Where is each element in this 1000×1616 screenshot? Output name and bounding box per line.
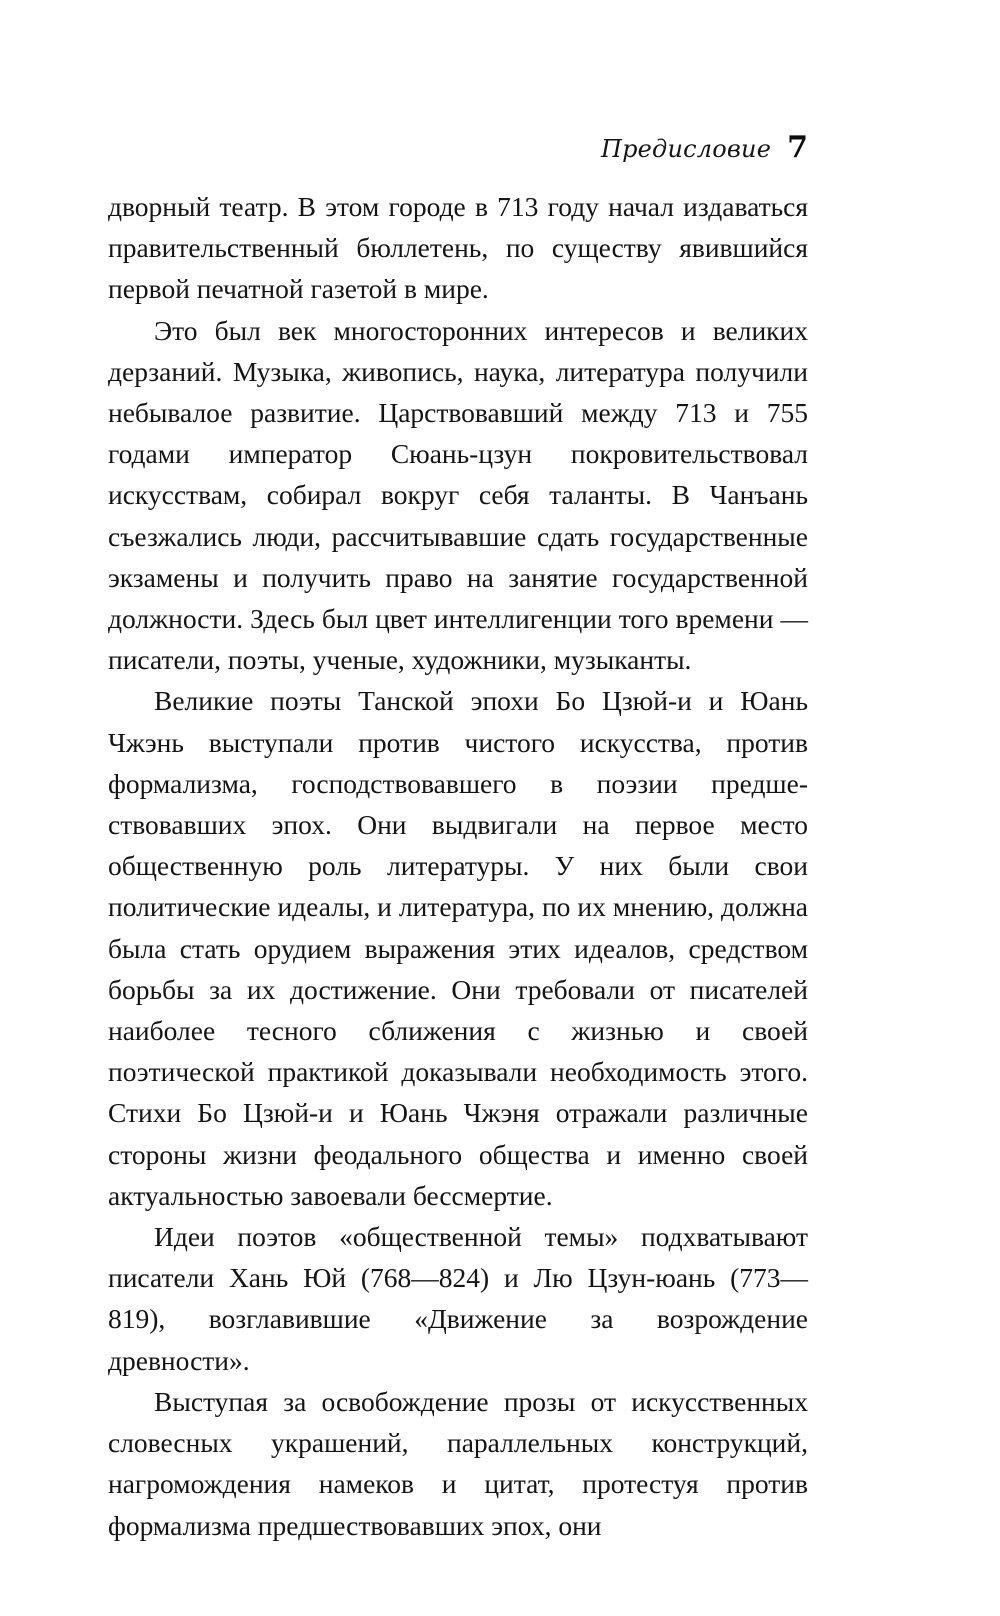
paragraph: Идеи поэтов «общественной темы» подхватывают писатели Хань Юй (768—824) и Лю Цзун-юань (773—819), возглавившие «Движение за возрождение древности».: [108, 1221, 808, 1376]
page-number: 7: [787, 130, 808, 165]
running-head-title: Предисловие: [600, 135, 772, 163]
body-text: [108, 186, 808, 1546]
running-head: [601, 130, 808, 165]
paragraph: Это был век многосторонних интересов и великих дерзаний. Музыка, живопись, наука, литература получили небывалое развитие. Царствовавший между 713 и 755 годами император Сюань-цзун покровительствовал искусствам, собирал вокруг себя таланты. В Чанъань съезжались люди, рассчитывавшие сдать государственные экзамены и получить право на занятие государственной должности. Здесь был цвет интеллигенции того времени — писатели, поэты, ученые, художники, музыканты.: [108, 314, 808, 676]
paragraph: Великие поэты Танской эпохи Бо Цзюй-и и Юань Чжэнь выступали против чистого искусства, против формализма, господствовавшего в поэзии предшествовавших эпох. Они выдвигали на первое место общественную роль литературы. У них были свои политические идеалы, и литература, по их мнению, должна была стать орудием выражения этих идеалов, средством борьбы за их достижение. Они требовали от писателей наиболее тесного сближения с жизнью и своей поэтической практикой доказывали необходимость этого. Стихи Бо Цзюй-и и Юань Чжэня отражали различные стороны жизни феодального общества и именно своей актуальностью завоевали бессмертие.: [108, 685, 808, 1211]
paragraph: дворный театр. В этом городе в 713 году начал издаваться правительственный бюллетень, по существу явившийся первой печатной газетой в мире.: [108, 191, 808, 305]
paragraph: Выступая за освобождение прозы от искусственных словесных украшений, параллельных конструкций, нагромождения намеков и цитат, протестуя против формализма предшествовавших эпох, они: [108, 1385, 808, 1541]
